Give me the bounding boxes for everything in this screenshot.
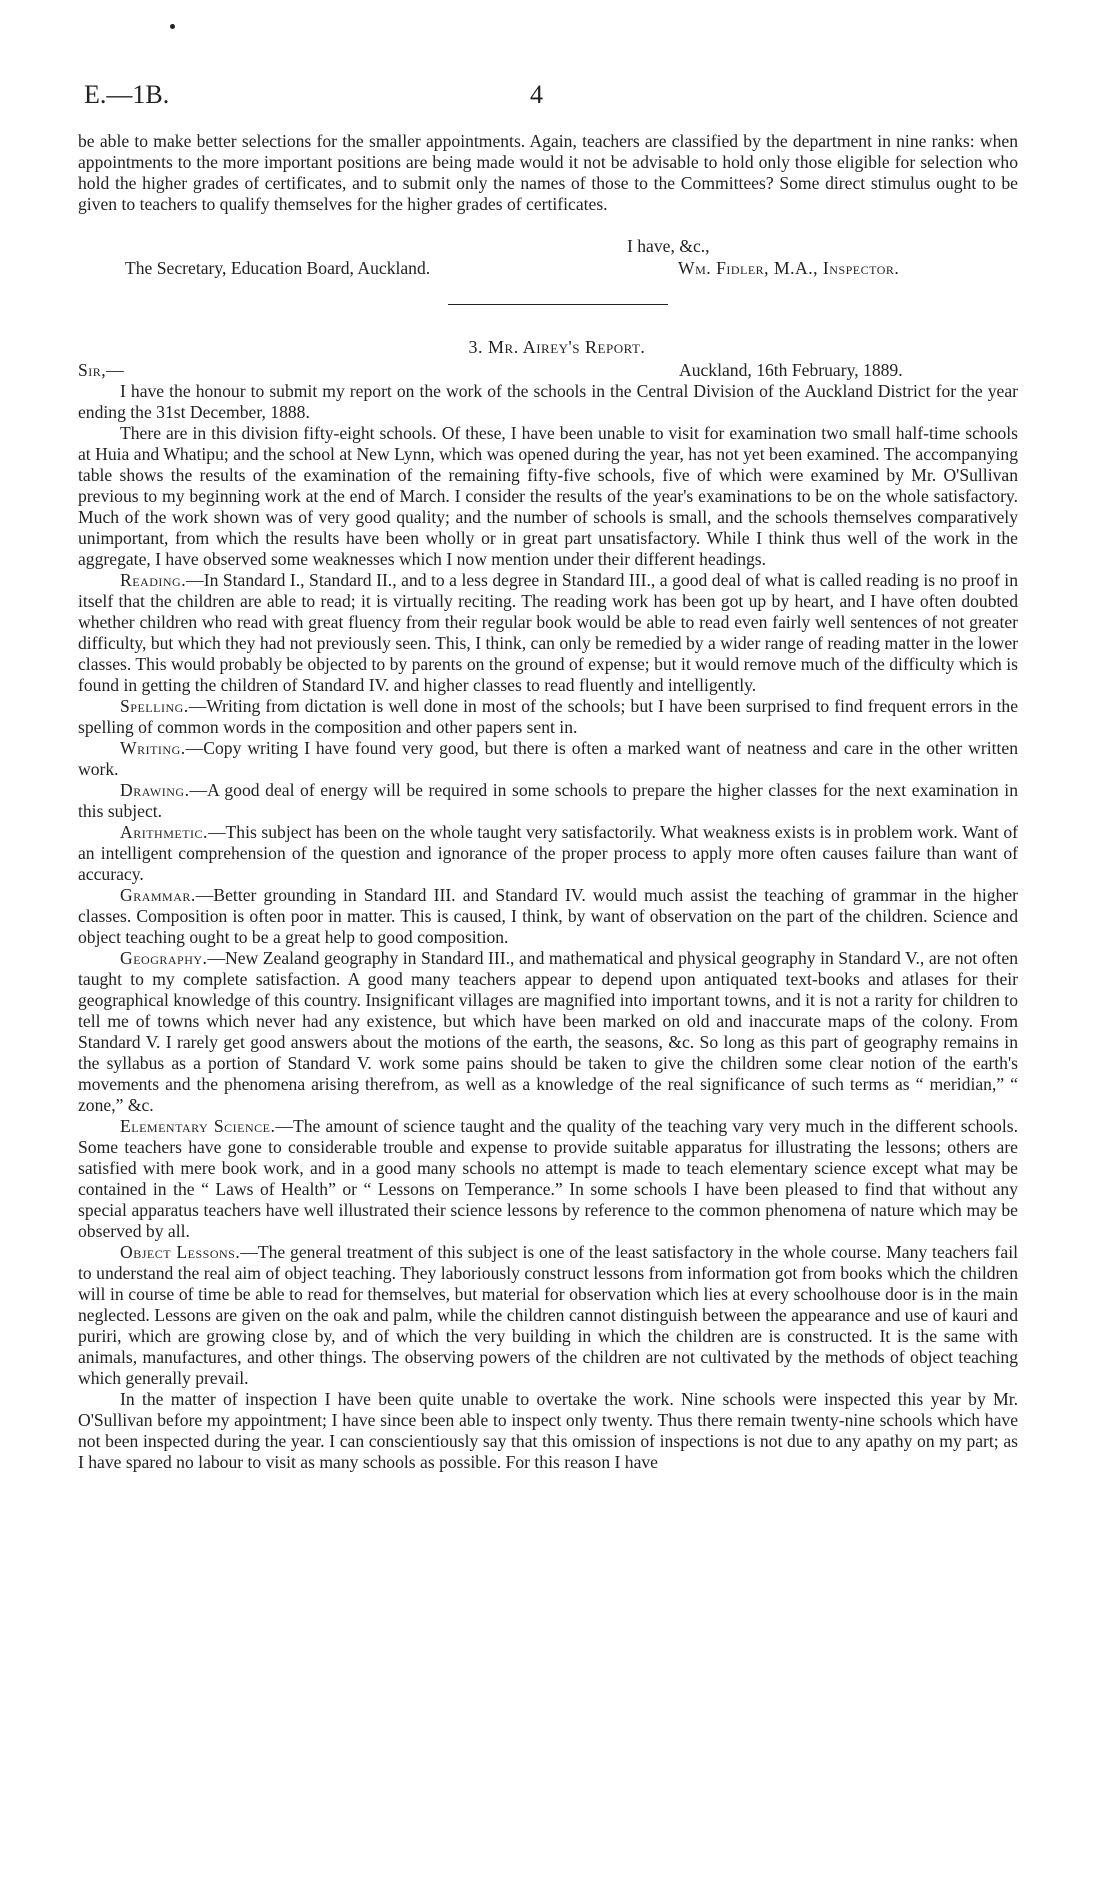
- section-heading: Geography.: [120, 948, 208, 968]
- section-spelling: [78, 696, 1018, 738]
- print-mark: [170, 24, 175, 29]
- section-writing: [78, 738, 1018, 780]
- section-drawing: [78, 780, 1018, 822]
- section-text: —New Zealand geography in Standard III., and mathematical and physical geography in Standard V., are not often taught to my complete satisfaction. A good many teachers appear to depend upon antiquated text-books and atlases for their geographical knowledge of this country. Insignificant villages are magnified into important towns, and it is not a rarity for children to tell me of towns which never had any existence, but which have been marked on old and inaccurate maps of the colony. From Standard V. I rarely get good answers about the motions of the earth, the seasons, &c. So long as this part of geography remains in the syllabus as a portion of Standard V. work some pains should be taken to give the children some clear notion of the earth's movements and the phenomena arising therefrom, as well as a knowledge of the real significance of such terms as “ meridian,” “ zone,” &c.: [78, 948, 1018, 1115]
- section-elementary-science: [78, 1116, 1018, 1242]
- place-date: Auckland, 16th February, 1889.: [679, 360, 903, 380]
- section-grammar: [78, 885, 1018, 948]
- page-number: 4: [530, 80, 543, 109]
- section-text: —In Standard I., Standard II., and to a less degree in Standard III., a good deal of what is called reading is no proof in itself that the children are able to read; it is virtually reciting. The reading work has been got up by heart, and I have often doubted whether children who read with great fluency from their regular book would be able to read even fairly well sentences of not greater difficulty, but which they had not previously seen. This, I think, can only be remedied by a wider range of reading matter in the lower classes. This would probably be objected to by parents on the ground of expense; but it would remove much of the difficulty which is found in getting the children of Standard IV. and higher classes to read fluently and intelligently.: [78, 570, 1018, 695]
- report-title: 3. Mr. Airey's Report.: [468, 337, 646, 357]
- section-text: —Writing from dictation is well done in most of the schools; but I have been surprised to find frequent errors in the spelling of common words in the composition and other papers sent in.: [78, 696, 1018, 737]
- section-heading: Drawing.: [120, 780, 190, 800]
- section-heading: Spelling.: [120, 696, 189, 716]
- section-text: —The amount of science taught and the quality of the teaching vary very much in the different schools. Some teachers have gone to considerable trouble and expense to provide suitable apparatus for illustrating the lessons; others are satisfied with mere book work, and in a good many schools no attempt is made to teach elementary science except what may be contained in the “ Laws of Health” or “ Lessons on Temperance.” In some schools I have been pleased to find that without any special apparatus teachers have well illustrated their science lessons by reference to the common phenomena of nature which may be observed by all.: [78, 1116, 1018, 1241]
- section-heading: Arithmetic.: [120, 822, 208, 842]
- section-heading: Writing.: [120, 738, 186, 758]
- section-arithmetic: [78, 822, 1018, 885]
- section-heading: Reading.: [120, 570, 187, 590]
- addressee: The Secretary, Education Board, Auckland.: [125, 258, 431, 278]
- document-reference: E.—1B.: [84, 80, 170, 109]
- fidler-report-ending: [78, 131, 1018, 215]
- inspection-paragraph: In the matter of inspection I have been quite unable to overtake the work. Nine schools were inspected this year by Mr. O'Sullivan before my appointment; I have since been able to inspect only twenty. Thus there remain twenty-nine schools which have not been inspected during the year. I can conscientiously say that this omission of inspections is not due to any apathy on my part; as I have spared no labour to visit as many schools as possible. For this reason I have: [78, 1389, 1018, 1472]
- section-text: —Copy writing I have found very good, but there is often a marked want of neatness and care in the other written work.: [78, 738, 1018, 779]
- fidler-paragraph: be able to make better selections for the smaller appointments. Again, teachers are classified by the department in nine ranks: when appointments to the more important positions are being made would it not be advisable to hold only those eligible for selection who hold the higher grades of certificates, and to submit only the names of those to the Committees? Some direct stimulus ought to be given to teachers to qualify themselves for the higher grades of certificates.: [78, 131, 1018, 214]
- section-text: —Better grounding in Standard III. and Standard IV. would much assist the teaching of grammar in the higher classes. Composition is often poor in matter. This is caused, I think, by want of observation on the part of the children. Science and object teaching ought to be a great help to good composition.: [78, 885, 1018, 947]
- section-text: —The general treatment of this subject is one of the least satisfactory in the whole course. Many teachers fail to understand the real aim of object teaching. They laboriously construct lessons from information got from books which the children will in course of time be able to read for themselves, but material for observation which lies at every schoolhouse door is in the main neglected. Lessons are given on the oak and palm, while the children cannot distinguish between the appearance and use of kauri and puriri, which are growing close by, and of which the very building in which the children are is constructed. It is the same with animals, manufactures, and other things. The observing powers of the children are not cultivated by the methods of object teaching which generally prevail.: [78, 1242, 1018, 1388]
- section-reading: [78, 570, 1018, 696]
- section-text: —This subject has been on the whole taught very satisfactorily. What weakness exists is in problem work. Want of an intelligent comprehension of the question and ignorance of the proper process to apply more often causes failure than want of accuracy.: [78, 822, 1018, 884]
- section-heading: Elementary Science.: [120, 1116, 276, 1136]
- page-header: [84, 80, 1024, 110]
- section-object-lessons: [78, 1242, 1018, 1389]
- closing: I have, &c.,: [627, 236, 710, 256]
- report-body: [78, 381, 1018, 1473]
- overview-paragraph: There are in this division fifty-eight schools. Of these, I have been unable to visit for examination two small half-time schools at Huia and Whatipu; and the school at New Lynn, which was opened during the year, has not yet been examined. The accompanying table shows the results of the examination of the remaining fifty-five schools, five of which were examined by Mr. O'Sullivan previous to my beginning work at the end of March. I consider the results of the year's examinations to be on the whole satisfactory. Much of the work shown was of very good quality; and the number of schools is small, and the schools themselves comparatively unimportant, from which the results have been wholly or in great part unsatisfactory. While I think thus well of the work in the aggregate, I have observed some weaknesses which I now mention under their different headings.: [78, 423, 1018, 569]
- section-geography: [78, 948, 1018, 1116]
- intro-paragraph: I have the honour to submit my report on the work of the schools in the Central Division of the Auckland District for the year ending the 31st December, 1888.: [78, 381, 1018, 422]
- section-heading: Grammar.: [120, 885, 196, 905]
- section-text: —A good deal of energy will be required in some schools to prepare the higher classes for the next examination in this subject.: [78, 780, 1018, 821]
- salutation: Sir,—: [78, 360, 125, 380]
- section-divider: [448, 304, 668, 305]
- signature: Wm. Fidler, M.A., Inspector.: [678, 258, 900, 278]
- section-heading: Object Lessons.: [120, 1242, 241, 1262]
